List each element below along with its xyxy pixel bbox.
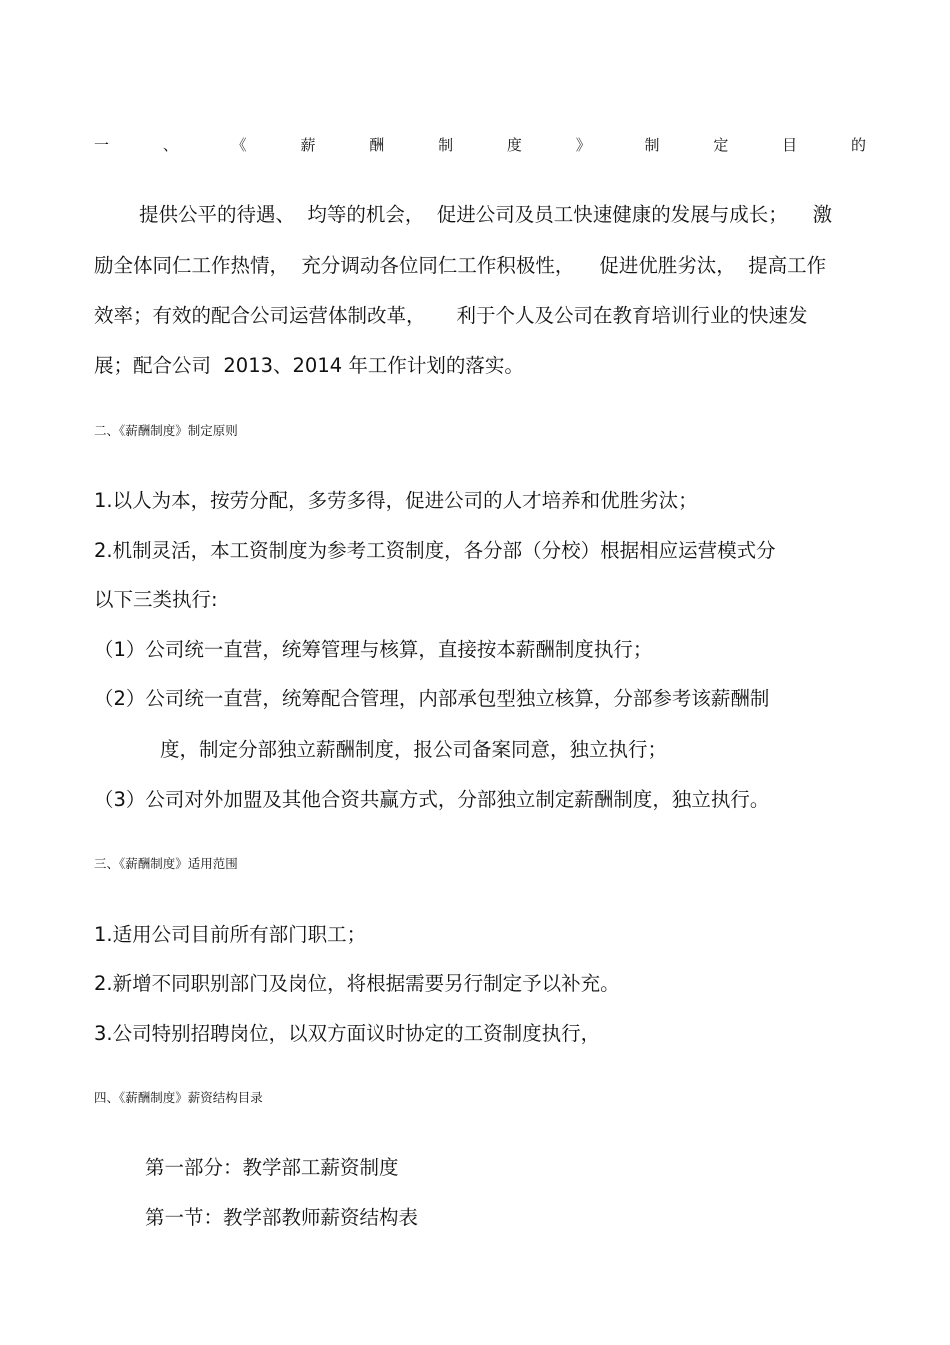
heading-char: 酬 bbox=[369, 136, 385, 154]
section4-toc-item: 第一部分：教学部工薪资制度 bbox=[145, 1156, 399, 1179]
heading-char: 》 bbox=[575, 136, 591, 154]
heading-char: 薪 bbox=[300, 136, 316, 154]
heading-char: 定 bbox=[713, 136, 729, 154]
section3-heading: 三、《薪酬制度》适用范围 bbox=[94, 856, 238, 871]
section2-line: （3）公司对外加盟及其他合资共赢方式，分部独立制定薪酬制度，独立执行。 bbox=[94, 788, 770, 811]
section4-heading: 四、《薪酬制度》薪资结构目录 bbox=[94, 1090, 263, 1105]
heading-char: 目 bbox=[782, 136, 798, 154]
section3-line: 1.适用公司目前所有部门职工； bbox=[94, 923, 367, 946]
section2-heading: 二、《薪酬制度》制定原则 bbox=[94, 423, 238, 438]
heading-char: 的 bbox=[850, 136, 866, 154]
section3-line: 3.公司特别招聘岗位，以双方面议时协定的工资制度执行， bbox=[94, 1022, 601, 1045]
section2-line: （2）公司统一直营，统筹配合管理，内部承包型独立核算，分部参考该薪酬制 bbox=[94, 687, 770, 710]
section2-line: （1）公司统一直营，统筹管理与核算，直接按本薪酬制度执行； bbox=[94, 638, 653, 661]
heading-char: 《 bbox=[231, 136, 247, 154]
section1-paragraph-line: 展；配合公司 2013、2014 年工作计划的落实。 bbox=[94, 354, 524, 377]
section2-line: 以下三类执行: bbox=[94, 588, 218, 611]
section2-line: 度，制定分部独立薪酬制度，报公司备案同意，独立执行； bbox=[160, 738, 668, 761]
heading-char: 制 bbox=[644, 136, 660, 154]
section1-heading bbox=[94, 134, 866, 155]
heading-char: 、 bbox=[162, 136, 178, 154]
section1-paragraph-line: 励全体同仁工作热情， 充分调动各位同仁工作积极性， 促进优胜劣汰， 提高工作 bbox=[94, 254, 827, 277]
section4-toc-item: 第一节：教学部教师薪资结构表 bbox=[145, 1206, 419, 1229]
section1-paragraph-line: 效率；有效的配合公司运营体制改革， 利于个人及公司在教育培训行业的快速发 bbox=[94, 304, 808, 327]
heading-char: 一 bbox=[94, 136, 110, 154]
heading-char: 度 bbox=[506, 136, 522, 154]
heading-char: 制 bbox=[438, 136, 454, 154]
section1-paragraph-line: 提供公平的待遇、 均等的机会， 促进公司及员工快速健康的发展与成长； 激 bbox=[139, 203, 833, 226]
section3-line: 2.新增不同职别部门及岗位，将根据需要另行制定予以补充。 bbox=[94, 972, 620, 995]
section2-line: 2.机制灵活，本工资制度为参考工资制度，各分部（分校）根据相应运营模式分 bbox=[94, 539, 776, 562]
section2-line: 1.以人为本，按劳分配，多劳多得，促进公司的人才培养和优胜劣汰； bbox=[94, 489, 698, 512]
